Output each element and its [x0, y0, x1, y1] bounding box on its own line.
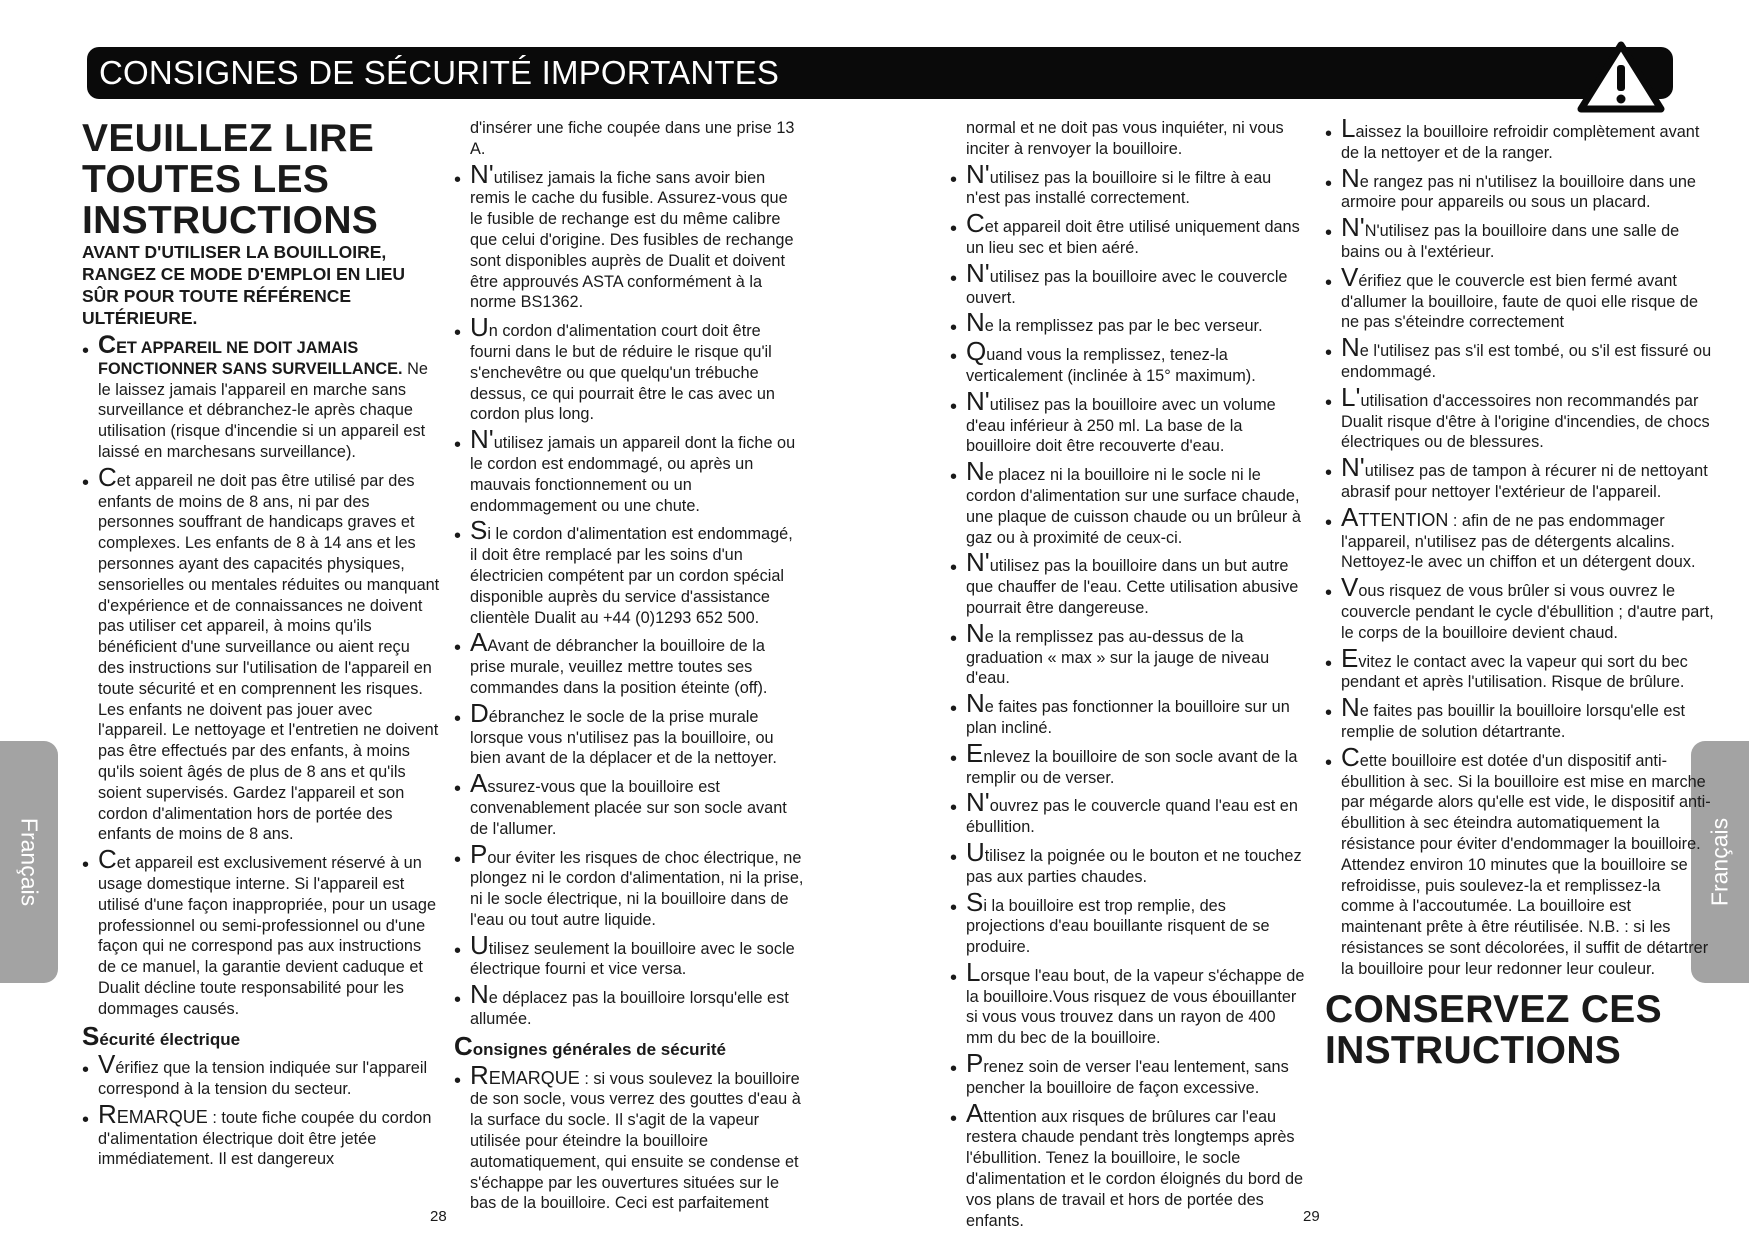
- initial-capital: N': [1341, 212, 1365, 243]
- item-text: e faites pas bouillir la bouilloire lorsqu'elle est remplie de solution détartrante.: [1341, 702, 1686, 741]
- initial-capital: V: [1341, 572, 1359, 603]
- initial-capital: V: [1341, 261, 1359, 292]
- heading-line: VEUILLEZ LIRE: [82, 117, 375, 160]
- list-item: [82, 331, 440, 463]
- initial-capital: S: [82, 1020, 100, 1051]
- item-text: aissez la bouilloire refroidir complètement avant de la nettoyer et de la ranger.: [1341, 123, 1700, 162]
- list-item: [950, 208, 1305, 259]
- item-text: utilisez pas la bouilloire si le filtre à eau n'est pas installé correctement.: [966, 168, 1272, 208]
- initial-capital: N': [966, 385, 990, 416]
- initial-capital: C: [98, 331, 117, 359]
- item-text: our éviter les risques de choc électrique, ne plongez ni le cordon d'alimentation, ni la prise, ni le socle électrique, ni la bouilloire dans de l'eau ou tout autre liquide.: [470, 848, 804, 929]
- item-text: e faites pas fonctionner la bouilloire sur un plan incliné.: [966, 698, 1290, 737]
- item-text: et appareil ne doit pas être utilisé par des enfants de moins de 8 ans, ni par des personnes souffrant de handicaps graves et complexes. Les enfants de 8 à 14 ans et les personnes ayant des capacités physiques, sensorielles ou mentales réduites ou manquant d'expérience et de connaissances ne doivent pas utiliser cet appareil, à moins qu'ils bénéficient d'une surveillance ou aient reçu des instructions sur l'utilisation de l'appareil en toute sécurité et en comprennent les risques. Les enfants ne doivent pas jouer avec l'appareil. Le nettoyage et l'entretien ne doivent pas être effectués par des enfants, à moins qu'ils soient âgés de plus de 8 ans et qu'ils soient supervisés. Gardez l'appareil et son cordon d'alimentation hors de portée des enfants de moins de 8 ans.: [98, 471, 440, 844]
- initial-capital: S: [470, 515, 488, 546]
- item-text: TTENTION: [1358, 509, 1449, 530]
- item-text: ssurez-vous que la bouilloire est convenablement placée sur son socle avant de l'allumer.: [470, 778, 787, 838]
- item-text: et appareil doit être utilisé uniquement dans un lieu sec et bien aéré.: [966, 218, 1300, 257]
- subheading: AVANT D'UTILISER LA BOUILLOIRE, RANGEZ CE MODE D'EMPLOI EN LIEU SÛR POUR TOUTE RÉFÉRENCE ULTÉRIEURE.: [82, 242, 406, 328]
- initial-capital: V: [98, 1049, 116, 1080]
- list-item: [950, 836, 1305, 888]
- item-text: n cordon d'alimentation court doit être fourni dans le but de réduire le risque qu'il s'enchevêtre ou que quelqu'un trébuche dessus, ce qui pourrait être le cas avec un cordon plus long.: [470, 322, 775, 424]
- initial-capital: P: [966, 1048, 984, 1079]
- list-item: [950, 617, 1305, 689]
- initial-capital: A: [1341, 501, 1359, 532]
- continuation-text: normal et ne doit pas vous inquiéter, ni vous inciter à renvoyer la bouilloire.: [966, 119, 1284, 158]
- item-text: onsignes générales de sécurité: [472, 1039, 726, 1059]
- initial-capital: A: [470, 627, 488, 658]
- page-number-left: 28: [430, 1208, 447, 1225]
- initial-capital: A: [470, 768, 488, 799]
- item-text: Avant de débrancher la bouilloire de la prise murale, veuillez mettre toutes ses commandes dans la position éteinte (off).: [470, 637, 768, 697]
- item-text: vitez le contact avec la vapeur qui sort du bec pendant et après l'utilisation. Risque de brûlure.: [1341, 652, 1688, 692]
- item-text: ébranchez le socle de la prise murale lorsque vous n'utilisez pas la bouilloire, ou bien avant de la déplacer et de la nettoyer.: [470, 707, 777, 768]
- column-1: [82, 118, 440, 1170]
- initial-capital: R: [98, 1098, 117, 1129]
- list-item: [950, 886, 1305, 958]
- initial-capital: C: [98, 461, 117, 492]
- initial-capital: N': [470, 158, 494, 189]
- list-item: [454, 1059, 804, 1215]
- item-text: ttention aux risques de brûlures car l'eau restera chaude pendant très longtemps après l'ébullition. Tenez la bouilloire, le socle d'alimentation et le cordon éloignés du bord de vos plans de travail et hors de portée des enfants.: [966, 1107, 1304, 1230]
- item-text: tilisez seulement la bouilloire avec le socle électrique fourni et vice versa.: [470, 939, 795, 979]
- heading-line: CONSERVEZ CES: [1325, 988, 1662, 1032]
- language-tab-left: [0, 741, 58, 983]
- item-text: tilisez la poignée ou le bouton et ne touchez pas aux parties chaudes.: [966, 846, 1302, 886]
- item-text: utilisez pas la bouilloire dans un but autre que chauffer de l'eau. Cette utilisation abusive pourrait être dangereuse.: [966, 557, 1299, 617]
- initial-capital: S: [966, 886, 984, 917]
- list-item: [950, 688, 1305, 739]
- initial-capital: N': [966, 257, 990, 288]
- list-item: [950, 956, 1305, 1049]
- initial-capital: N': [966, 547, 990, 578]
- item-text: ouvrez pas le couvercle quand l'eau est en ébullition.: [966, 797, 1298, 837]
- item-text: et appareil est exclusivement réservé à un usage domestique interne. Si l'appareil est utilisé d'une façon inappropriée, pour un usage professionnel ou semi-professionnel ou d'une façon qui ne correspond pas aux instructions de ce manuel, la garantie devient caduque et Dualit décline toute responsabilité pour les dommages causés.: [98, 854, 437, 1018]
- item-text: e l'utilisez pas s'il est tombé, ou s'il est fissuré ou endommagé.: [1341, 342, 1712, 381]
- initial-capital: P: [470, 838, 488, 869]
- list-item: [950, 336, 1305, 387]
- list-item: [950, 1048, 1305, 1099]
- heading-line: TOUTES LES: [82, 158, 330, 201]
- initial-capital: N: [966, 688, 985, 719]
- initial-capital: N': [966, 787, 990, 818]
- list-item: [82, 1098, 440, 1170]
- item-text: EMARQUE: [116, 1106, 208, 1127]
- item-text: utilisez pas la bouilloire avec un volume d'eau inférieur à 250 ml. La base de la bouilloire doit être recouverte d'eau.: [966, 395, 1276, 456]
- list-item: [1325, 261, 1715, 333]
- list-item: [950, 158, 1305, 210]
- initial-capital: N: [966, 456, 985, 487]
- section-heading-electrical: [82, 1020, 440, 1051]
- warning-triangle-icon: [1575, 39, 1667, 115]
- column-4: [1325, 113, 1715, 1073]
- item-text: utilisez jamais la fiche sans avoir bien remis le cache du fusible. Assurez-vous que le fusible de rechange est du même calibre que celui d'origine. Des fusibles de rechange sont disponibles auprès de Dualit et doivent être approuvés ASTA conformément à la norme BS1362.: [470, 168, 794, 312]
- column-3: [950, 118, 1305, 1231]
- list-item: [454, 838, 804, 931]
- list-item: [1325, 741, 1715, 980]
- initial-capital: N: [470, 979, 489, 1010]
- list-item: [1325, 332, 1715, 383]
- continuation-text: d'insérer une fiche coupée dans une prise 13 A.: [470, 119, 795, 158]
- main-heading: [82, 118, 440, 241]
- list-item: [1325, 452, 1715, 503]
- item-text: ette bouilloire est dotée d'un dispositif anti-ébullition à sec. Si la bouilloire est mise en marche par mégarde alors qu'elle est vide, le dispositif anti-ébullition à sec éteindra automatiquement la résistance pour éviter d'endommager la bouilloire. Attendez environ 10 minutes que la bouilloire se refroidisse, puis soulevez-la et remplissez-la comme à l'accoutumée. La bouilloire est maintenant prête à être réutilisée. N.B. : si les résistances se sont décolorées, il suffit de détartrer la bouilloire pour leur redonner leur couleur.: [1341, 751, 1711, 978]
- initial-capital: L: [1341, 113, 1356, 143]
- list-item: [950, 307, 1305, 338]
- list-item: [454, 768, 804, 839]
- item-text: orsque l'eau bout, de la vapeur s'échappe de la bouilloire.Vous risquez de vous ébouillanter si vous vous trouvez dans un rayon de 400 mm du bec de la bouilloire.: [966, 966, 1305, 1048]
- list-item: [1325, 381, 1715, 453]
- section-heading-general: [454, 1030, 804, 1061]
- closing-heading: [1325, 989, 1715, 1071]
- item-text: EMARQUE: [488, 1067, 580, 1088]
- item-text: ous risquez de vous brûler si vous ouvrez le couvercle pendant le cycle d'ébullition ; d'autre part, le corps de la bouilloire devient chaud.: [1341, 582, 1714, 642]
- list-item: [82, 1049, 440, 1100]
- language-label: Français: [1706, 817, 1733, 907]
- item-text: érifiez que le couvercle est bien fermé avant d'allumer la bouilloire, faute de quoi elle risque de ne pas s'éteindre correctement: [1341, 271, 1698, 332]
- list-item: [454, 312, 804, 425]
- list-item: [454, 627, 804, 698]
- list-item: [82, 461, 440, 845]
- item-text: érifiez que la tension indiquée sur l'appareil correspond à la tension du secteur.: [98, 1059, 428, 1099]
- heading-line: INSTRUCTIONS: [82, 199, 379, 242]
- list-item: [950, 385, 1305, 457]
- item-text: e la remplissez pas par le bec verseur.: [984, 317, 1263, 336]
- item-text: ET APPAREIL NE DOIT JAMAIS FONCTIONNER SANS SURVEILLANCE.: [98, 339, 403, 378]
- item-text: e rangez pas ni n'utilisez la bouilloire dans une armoire pour appareils ou sous un placard.: [1341, 172, 1696, 212]
- list-item: [1325, 113, 1715, 164]
- list-item: [1325, 501, 1715, 573]
- initial-capital: N: [966, 617, 985, 648]
- list-item: [454, 929, 804, 981]
- list-item: [1325, 692, 1715, 743]
- item-text: : toute fiche coupée du cordon d'alimentation électrique doit être jetée immédiatement. Il est dangereux: [98, 1108, 432, 1169]
- item-text: e placez ni la bouilloire ni le socle ni le cordon d'alimentation sur une surface chaude, une plaque de cuisson chaude ou un brûleur à gaz ou à proximité de ceux-ci.: [966, 466, 1301, 547]
- initial-capital: Q: [966, 336, 987, 367]
- initial-capital: L': [1341, 381, 1361, 412]
- item-text: utilisez pas la bouilloire avec le couvercle ouvert.: [966, 267, 1288, 307]
- item-text: : si vous soulevez la bouilloire de son socle, vous verrez des gouttes d'eau à la surface du socle. Il s'agit de la vapeur utilisée pour éteindre la bouilloire automatiquement, qui ensuite se condense et s'échappe par les ouvertures situées sur le bas de la bouilloire. Ceci est parfaitement: [470, 1069, 801, 1213]
- list-item: [454, 979, 804, 1030]
- heading-line: INSTRUCTIONS: [1325, 1029, 1622, 1073]
- initial-capital: C: [1341, 741, 1360, 772]
- initial-capital: C: [454, 1030, 473, 1061]
- page-number-right: 29: [1303, 1208, 1320, 1225]
- item-text: N'utilisez pas la bouilloire dans une salle de bains ou à l'extérieur.: [1341, 222, 1680, 261]
- list-item: [454, 697, 804, 769]
- initial-capital: N: [1341, 332, 1360, 363]
- item-text: renez soin de verser l'eau lentement, sans pencher la bouilloire de façon excessive.: [966, 1058, 1289, 1097]
- item-text: Ne le laissez jamais l'appareil en marche sans surveillance et débranchez-le après chaque utilisation (risque d'incendie si un appareil est laissé en marchesans surveillance).: [98, 359, 428, 461]
- initial-capital: C: [966, 208, 985, 239]
- item-text: utilisation d'accessoires non recommandés par Dualit risque d'être à l'origine d'incendies, de chocs électriques ou de blessures.: [1341, 391, 1710, 452]
- initial-capital: U: [470, 929, 489, 960]
- header-banner: [87, 47, 1673, 99]
- list-item: [1325, 212, 1715, 263]
- item-text: : afin de ne pas endommager l'appareil, n'utilisez pas de détergents alcalins. Nettoyez-le avec un chiffon et un détergent doux.: [1341, 511, 1696, 572]
- initial-capital: E: [1341, 642, 1359, 673]
- initial-capital: D: [470, 697, 489, 728]
- list-item: [950, 787, 1305, 838]
- initial-capital: N: [1341, 162, 1360, 193]
- list-item: [950, 737, 1305, 789]
- initial-capital: R: [470, 1059, 489, 1090]
- list-item: [82, 844, 440, 1019]
- list-item: [950, 456, 1305, 548]
- item-text: utilisez jamais un appareil dont la fiche ou le cordon est endommagé, ou après un mauvais fonctionnement ou un endommagement ou une chute.: [470, 434, 796, 515]
- item-text: e la remplissez pas au-dessus de la graduation « max » sur la jauge de niveau d'eau.: [966, 627, 1270, 688]
- page-title: CONSIGNES DE SÉCURITÉ IMPORTANTES: [99, 54, 780, 91]
- initial-capital: N: [1341, 692, 1360, 723]
- initial-capital: N': [1341, 452, 1365, 483]
- list-item: [1325, 572, 1715, 643]
- list-item: [950, 1097, 1305, 1232]
- initial-capital: A: [966, 1097, 984, 1128]
- initial-capital: C: [98, 844, 117, 875]
- item-text: i la bouilloire est trop remplie, des projections d'eau bouillante risquent de se produire.: [966, 896, 1270, 957]
- initial-capital: N: [966, 307, 985, 338]
- initial-capital: U: [470, 312, 489, 343]
- initial-capital: U: [966, 836, 985, 867]
- initial-capital: E: [966, 737, 984, 768]
- list-item: [1325, 162, 1715, 214]
- list-item: [950, 547, 1305, 618]
- initial-capital: N': [966, 158, 990, 189]
- list-item: [1325, 642, 1715, 694]
- language-label: Français: [16, 817, 43, 907]
- item-text: e déplacez pas la bouilloire lorsqu'elle est allumée.: [470, 989, 789, 1029]
- item-text: i le cordon d'alimentation est endommagé, il doit être remplacé par les soins d'un électricien compétent par un cordon spécial disponible auprès du service d'assistance clientèle Dualit au +44 (0)1293 652 500.: [470, 525, 793, 627]
- list-item: [454, 424, 804, 516]
- item-text: nlevez la bouilloire de son socle avant de la remplir ou de verser.: [966, 747, 1298, 787]
- initial-capital: N': [470, 424, 494, 455]
- item-text: utilisez pas de tampon à récurer ni de nettoyant abrasif pour nettoyer l'extérieur de l'appareil.: [1341, 462, 1708, 501]
- item-text: uand vous la remplissez, tenez-la verticalement (inclinée à 15° maximum).: [966, 346, 1256, 385]
- item-text: écurité électrique: [99, 1029, 241, 1049]
- list-item: [950, 257, 1305, 309]
- list-item: [454, 158, 804, 314]
- column-2: [454, 118, 804, 1214]
- initial-capital: L: [966, 956, 981, 987]
- list-item: [454, 515, 804, 628]
